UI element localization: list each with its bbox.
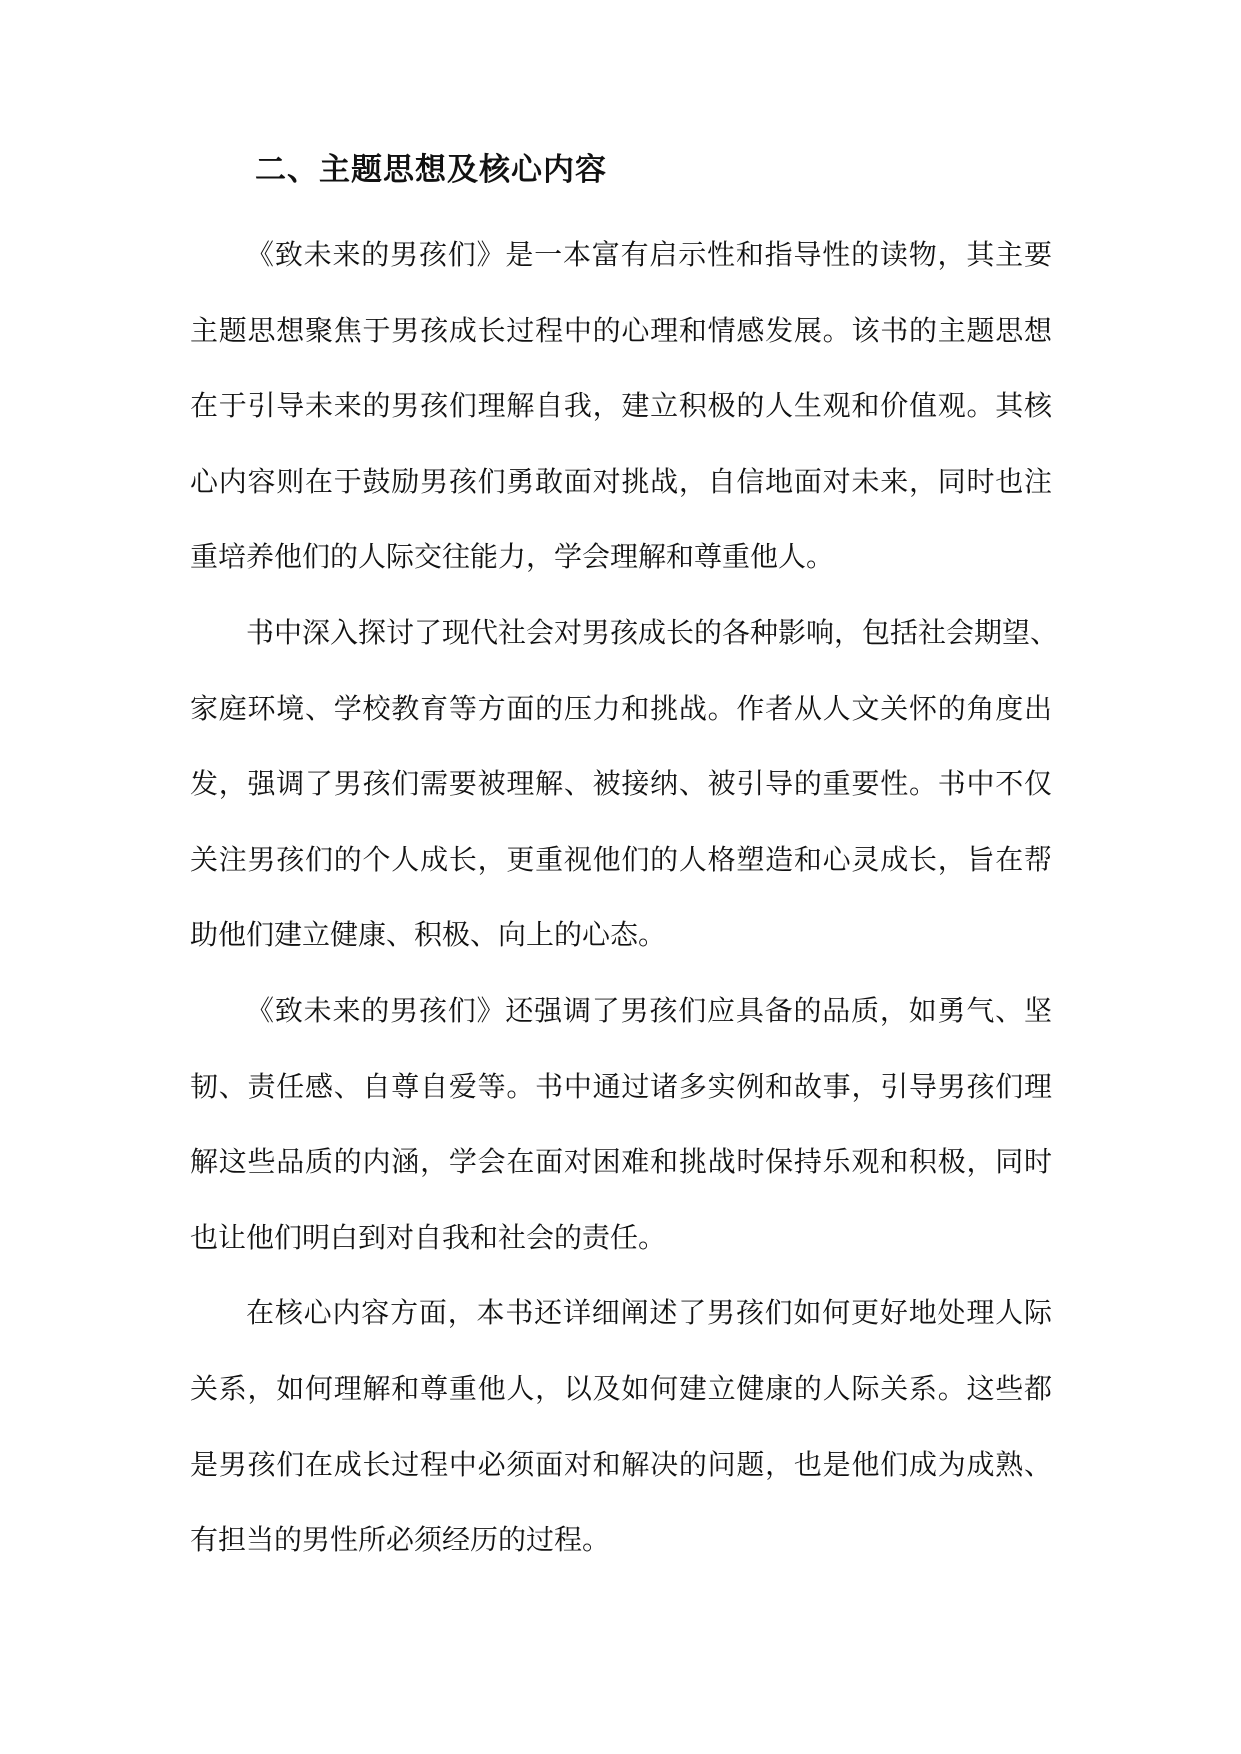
paragraph-3 (190, 973, 1052, 1275)
paragraph-line: 《致未来的男孩们》还强调了男孩们应具备的品质，如勇气、坚 (246, 993, 1052, 1027)
paragraph-line: 也让他们明白到对自我和社会的责任。 (190, 1220, 667, 1254)
paragraph-line: 主题思想聚焦于男孩成长过程中的心理和情感发展。该书的主题思想 (190, 313, 1052, 347)
paragraph-1 (190, 217, 1052, 595)
paragraph-line: 家庭环境、学校教育等方面的压力和挑战。作者从人文关怀的角度出 (190, 691, 1052, 725)
paragraph-line: 《致未来的男孩们》是一本富有启示性和指导性的读物，其主要 (246, 238, 1052, 271)
paragraph-line: 是男孩们在成长过程中必须面对和解决的问题，也是他们成为成熟、 (190, 1447, 1052, 1481)
paragraph-line: 助他们建立健康、积极、向上的心态。 (190, 918, 667, 952)
paragraph-line: 关系，如何理解和尊重他人，以及如何建立健康的人际关系。这些都 (190, 1371, 1052, 1405)
section-heading: 二、主题思想及核心内容 (255, 152, 607, 188)
paragraph-line: 重培养他们的人际交往能力，学会理解和尊重他人。 (190, 540, 835, 574)
paragraph-line: 在核心内容方面，本书还详细阐述了男孩们如何更好地处理人际 (246, 1296, 1052, 1330)
paragraph-line: 心内容则在于鼓励男孩们勇敢面对挑战，自信地面对未来，同时也注 (190, 464, 1052, 498)
paragraph-line: 书中深入探讨了现代社会对男孩成长的各种影响，包括社会期望、 (246, 615, 1059, 649)
paragraph-line: 在于引导未来的男孩们理解自我，建立积极的人生观和价值观。其核 (190, 389, 1052, 423)
paragraph-line: 发，强调了男孩们需要被理解、被接纳、被引导的重要性。书中不仅 (190, 767, 1052, 801)
paragraph-4 (190, 1275, 1052, 1577)
body-text (190, 217, 1059, 1578)
paragraph-line: 韧、责任感、自尊自爱等。书中通过诸多实例和故事，引导男孩们理 (190, 1069, 1052, 1103)
paragraph-line: 有担当的男性所必须经历的过程。 (190, 1523, 611, 1557)
paragraph-line: 关注男孩们的个人成长，更重视他们的人格塑造和心灵成长，旨在帮 (190, 842, 1052, 876)
paragraph-line: 解这些品质的内涵，学会在面对困难和挑战时保持乐观和积极，同时 (190, 1145, 1052, 1179)
paragraph-2 (190, 595, 1059, 973)
